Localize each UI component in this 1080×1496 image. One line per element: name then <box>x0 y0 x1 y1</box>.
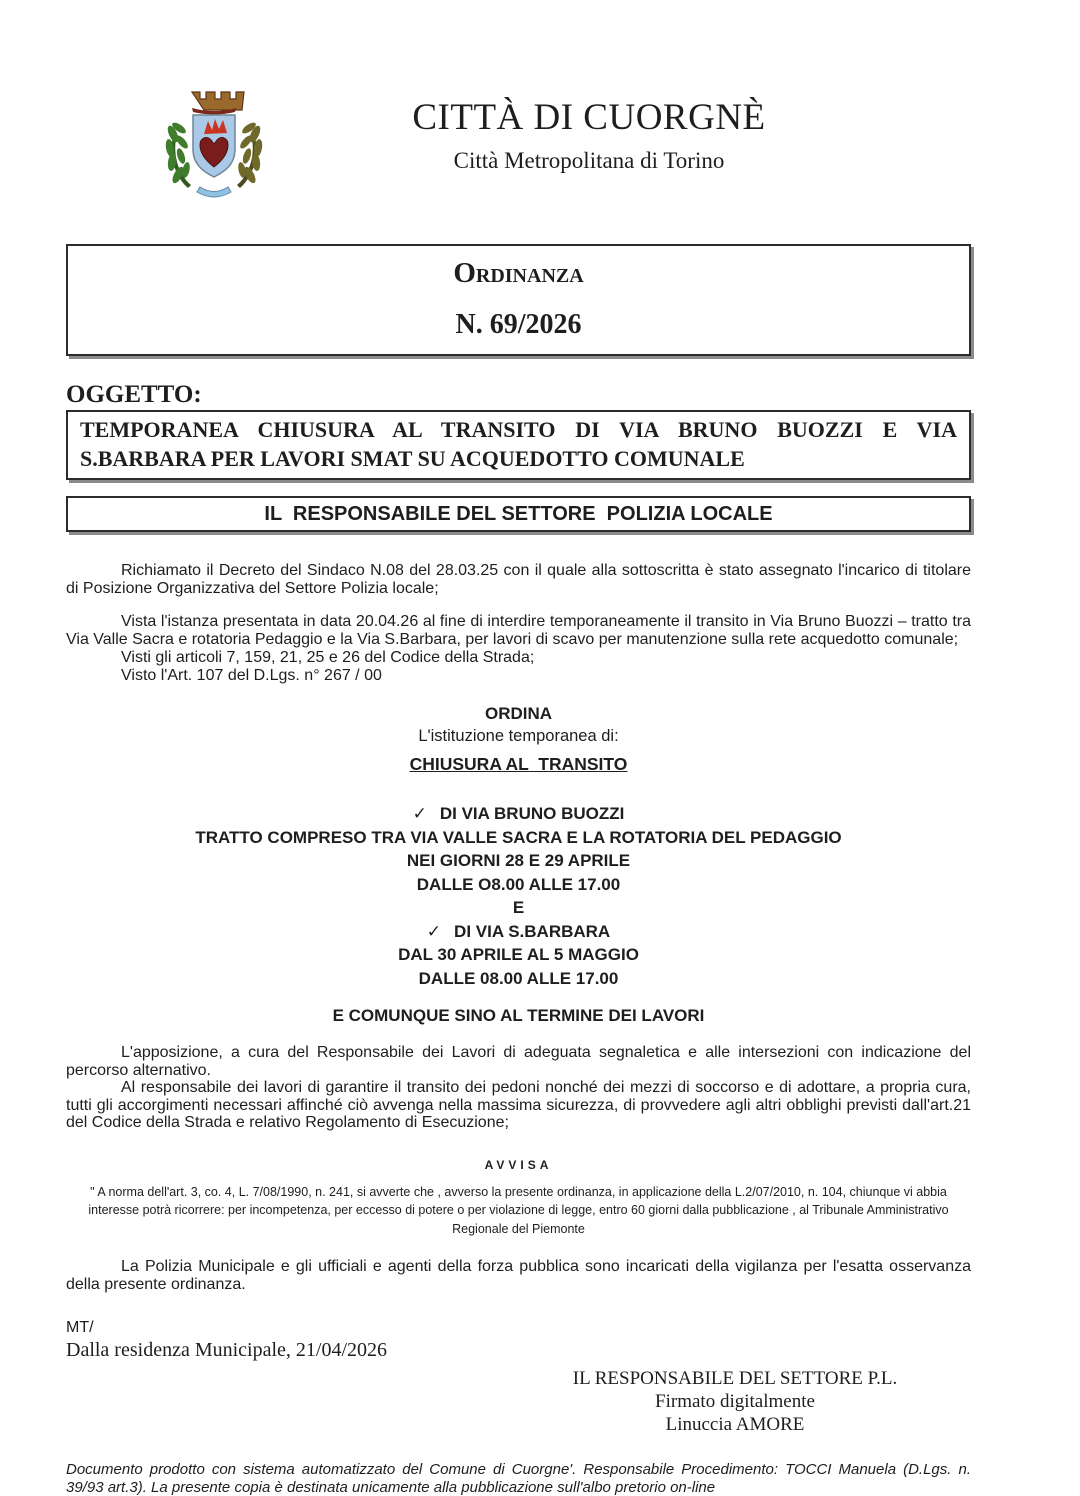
order-line <box>66 920 971 944</box>
ordinance-number: N. 69/2026 <box>455 309 582 340</box>
signature-role: IL RESPONSABILE DEL SETTORE P.L. <box>572 1368 898 1389</box>
signature-name: Linuccia AMORE <box>665 1414 805 1435</box>
ordina-intro: L'istituzione temporanea di: <box>418 727 619 745</box>
order-line: NEI GIORNI 28 E 29 APRILE <box>406 851 631 870</box>
appeal-note: " A norma dell'art. 3, co. 4, L. 7/08/1990, n. 241, si avverte che , avverso la presente ordinanza, in applicazione della L.2/07/2010, n. 104, chiunque vi abbia interesse potrà ricorrere: per incompetenza, per eccesso di potere o per violazione di legge, entro 60 giorni dalla pubblicazione , al Tribunale Amministrativo Regionale del Piemonte <box>88 1184 949 1236</box>
subject-line-1: TEMPORANEA CHIUSURA AL TRANSITO DI VIA BRUNO BUOZZI E VIA <box>80 417 957 442</box>
document-body <box>66 244 971 1363</box>
ribbon-shape <box>197 187 231 197</box>
premises-section <box>66 562 971 685</box>
order-line: DALLE 08.00 ALLE 17.00 <box>418 968 619 988</box>
municipality-title: CITTÀ DI CUORGNÈ <box>412 97 766 138</box>
order-line: DALLE O8.00 ALLE 17.00 <box>416 874 621 894</box>
ordinance-number-box <box>66 244 971 356</box>
place-and-date: Dalla residenza Municipale, 21/04/2026 <box>66 1339 388 1361</box>
paragraph-gap <box>66 598 971 613</box>
authority-box: IL RESPONSABILE DEL SETTORE POLIZIA LOCALE <box>66 496 971 532</box>
enforcement-section <box>66 1258 971 1294</box>
municipality-subtitle: Città Metropolitana di Torino <box>453 148 725 173</box>
premise-paragraph: Richiamato il Decreto del Sindaco N.08 del 28.03.25 con il quale alla sottoscritta è stato assegnato l'incarico di titolare di Posizione Organizzativa del Settore Polizia locale; <box>66 562 971 597</box>
order-line: E <box>512 898 525 917</box>
clerk-initials: MT/ <box>66 1319 94 1336</box>
order-line <box>66 802 971 826</box>
check-icon: ✓ <box>426 921 442 941</box>
order-line: DAL 30 APRILE AL 5 MAGGIO <box>398 945 639 964</box>
enforcement-paragraph: La Polizia Municipale e gli ufficiali e agenti della forza pubblica sono incaricati della vigilanza per l'esatta osservanza della presente ordinanza. <box>66 1258 971 1293</box>
order-final-line: E COMUNQUE SINO AL TERMINE DEI LAVORI <box>332 1006 705 1025</box>
subject-line-2: S.BARBARA PER LAVORI SMAT SU ACQUEDOTTO COMUNALE <box>80 446 745 471</box>
ordina-heading: ORDINA <box>484 704 553 723</box>
ordinance-label: Ordinanza <box>453 257 584 289</box>
obligations-section <box>66 1044 971 1132</box>
order-line-text: DI VIA S.BARBARA <box>454 921 611 941</box>
signature-block <box>390 1367 1080 1436</box>
signature-mode: Firmato digitalmente <box>655 1391 815 1412</box>
premise-line: Visto l'Art. 107 del D.Lgs. n° 267 / 00 <box>121 667 382 684</box>
obligation-paragraph: L'apposizione, a cura del Responsabile dei Lavori di adeguata segnaletica e alle intersezioni con indicazione del percorso alternativo. <box>66 1044 971 1079</box>
order-line-text: DI VIA BRUNO BUOZZI <box>439 804 625 823</box>
subject-label: OGGETTO: <box>66 381 202 408</box>
order-lines <box>66 802 971 990</box>
premise-line: Visti gli articoli 7, 159, 21, 25 e 26 del Codice della Strada; <box>121 649 535 666</box>
premise-paragraph: Vista l'istanza presentata in data 20.04.26 al fine di interdire temporaneamente il transito in Via Bruno Buozzi – tratto tra Via Valle Sacra e rotatoria Pedaggio e la Via S.Barbara, per lavori di scavo per manutenzione sulla rete acquedotto comunale; <box>66 613 971 648</box>
subject-box <box>66 410 971 480</box>
order-line: TRATTO COMPRESO TRA VIA VALLE SACRA E LA ROTATORIA DEL PEDAGGIO <box>195 827 842 847</box>
closure-title: CHIUSURA AL TRANSITO <box>409 754 628 774</box>
obligation-paragraph: Al responsabile dei lavori di garantire il transito dei pedoni nonché dei mezzi di soccorso e di adottare, a propria cura, tutti gli accorgimenti necessari affinché ciò avvenga nella massima sicurezza, di provvedere agli altri obblighi previsti dall'art.21 del Codice della Strada e relativo Regolamento di Esecuzione; <box>66 1079 971 1131</box>
check-icon: ✓ <box>412 804 427 823</box>
avvisa-heading: AVVISA <box>484 1157 553 1172</box>
document-header <box>0 0 1080 218</box>
document-footer-note: Documento prodotto con sistema automatizzato del Comune di Cuorgne'. Responsabile Procedimento: TOCCI Manuela (D.Lgs. n. 39/93 art.3). La presente copia è destinata unicamente alla pubblicazione sull'albo pretorio on-line <box>66 1461 971 1496</box>
